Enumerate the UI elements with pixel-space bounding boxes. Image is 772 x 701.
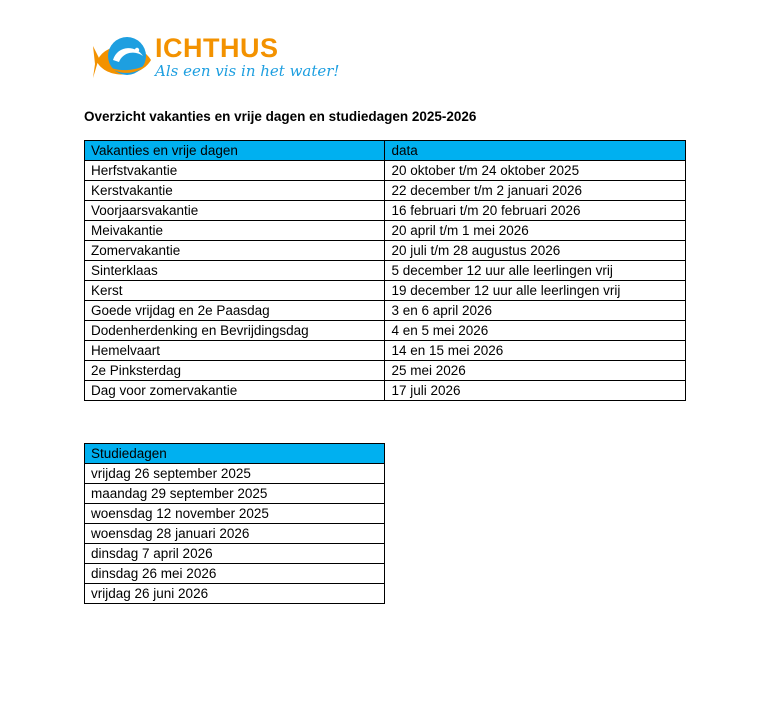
table-row	[85, 281, 686, 301]
table-row	[85, 544, 385, 564]
table-row	[85, 261, 686, 281]
study-day-cell: maandag 29 september 2025	[85, 484, 385, 504]
table-row	[85, 341, 686, 361]
study-day-cell: vrijdag 26 juni 2026	[85, 584, 385, 604]
vacation-name-cell: Voorjaarsvakantie	[85, 201, 385, 221]
fish-logo-icon	[93, 34, 155, 86]
document-title: Overzicht vakanties en vrije dagen en studiedagen 2025-2026	[84, 109, 477, 124]
vacation-date-cell: 14 en 15 mei 2026	[385, 341, 686, 361]
column-header-date: data	[385, 141, 686, 161]
table-row	[85, 584, 385, 604]
column-header-vacations: Vakanties en vrije dagen	[85, 141, 385, 161]
table-header-row	[85, 141, 686, 161]
vacation-date-cell: 22 december t/m 2 januari 2026	[385, 181, 686, 201]
table-row	[85, 221, 686, 241]
study-day-cell: woensdag 28 januari 2026	[85, 524, 385, 544]
table-row	[85, 381, 686, 401]
study-day-cell: dinsdag 26 mei 2026	[85, 564, 385, 584]
ichthus-logo	[93, 33, 340, 86]
vacation-name-cell: Goede vrijdag en 2e Paasdag	[85, 301, 385, 321]
vacation-date-cell: 19 december 12 uur alle leerlingen vrij	[385, 281, 686, 301]
table-row	[85, 301, 686, 321]
vacation-name-cell: Meivakantie	[85, 221, 385, 241]
vacation-name-cell: Dag voor zomervakantie	[85, 381, 385, 401]
table-row	[85, 564, 385, 584]
vacation-date-cell: 20 juli t/m 28 augustus 2026	[385, 241, 686, 261]
table-row	[85, 181, 686, 201]
vacation-name-cell: Hemelvaart	[85, 341, 385, 361]
table-row	[85, 484, 385, 504]
table-row	[85, 201, 686, 221]
logo-name: ICHTHUS	[155, 33, 279, 63]
table-row	[85, 321, 686, 341]
vacation-date-cell: 20 oktober t/m 24 oktober 2025	[385, 161, 686, 181]
table-row	[85, 361, 686, 381]
vacation-name-cell: Dodenherdenking en Bevrijdingsdag	[85, 321, 385, 341]
table-row	[85, 241, 686, 261]
column-header-study-days: Studiedagen	[85, 444, 385, 464]
vacation-date-cell: 25 mei 2026	[385, 361, 686, 381]
vacations-table	[84, 140, 686, 401]
vacation-name-cell: 2e Pinksterdag	[85, 361, 385, 381]
vacation-name-cell: Zomervakantie	[85, 241, 385, 261]
table-row	[85, 504, 385, 524]
vacation-date-cell: 5 december 12 uur alle leerlingen vrij	[385, 261, 686, 281]
vacation-date-cell: 17 juli 2026	[385, 381, 686, 401]
study-day-cell: woensdag 12 november 2025	[85, 504, 385, 524]
study-days-table	[84, 443, 385, 604]
vacation-date-cell: 4 en 5 mei 2026	[385, 321, 686, 341]
vacation-name-cell: Herfstvakantie	[85, 161, 385, 181]
table-row	[85, 161, 686, 181]
vacation-name-cell: Kerst	[85, 281, 385, 301]
table-row	[85, 524, 385, 544]
vacation-date-cell: 20 april t/m 1 mei 2026	[385, 221, 686, 241]
study-day-cell: dinsdag 7 april 2026	[85, 544, 385, 564]
table-header-row	[85, 444, 385, 464]
logo-tagline: Als een vis in het water!	[155, 62, 340, 80]
vacation-date-cell: 16 februari t/m 20 februari 2026	[385, 201, 686, 221]
vacation-date-cell: 3 en 6 april 2026	[385, 301, 686, 321]
vacation-name-cell: Kerstvakantie	[85, 181, 385, 201]
vacation-name-cell: Sinterklaas	[85, 261, 385, 281]
study-day-cell: vrijdag 26 september 2025	[85, 464, 385, 484]
table-row	[85, 464, 385, 484]
